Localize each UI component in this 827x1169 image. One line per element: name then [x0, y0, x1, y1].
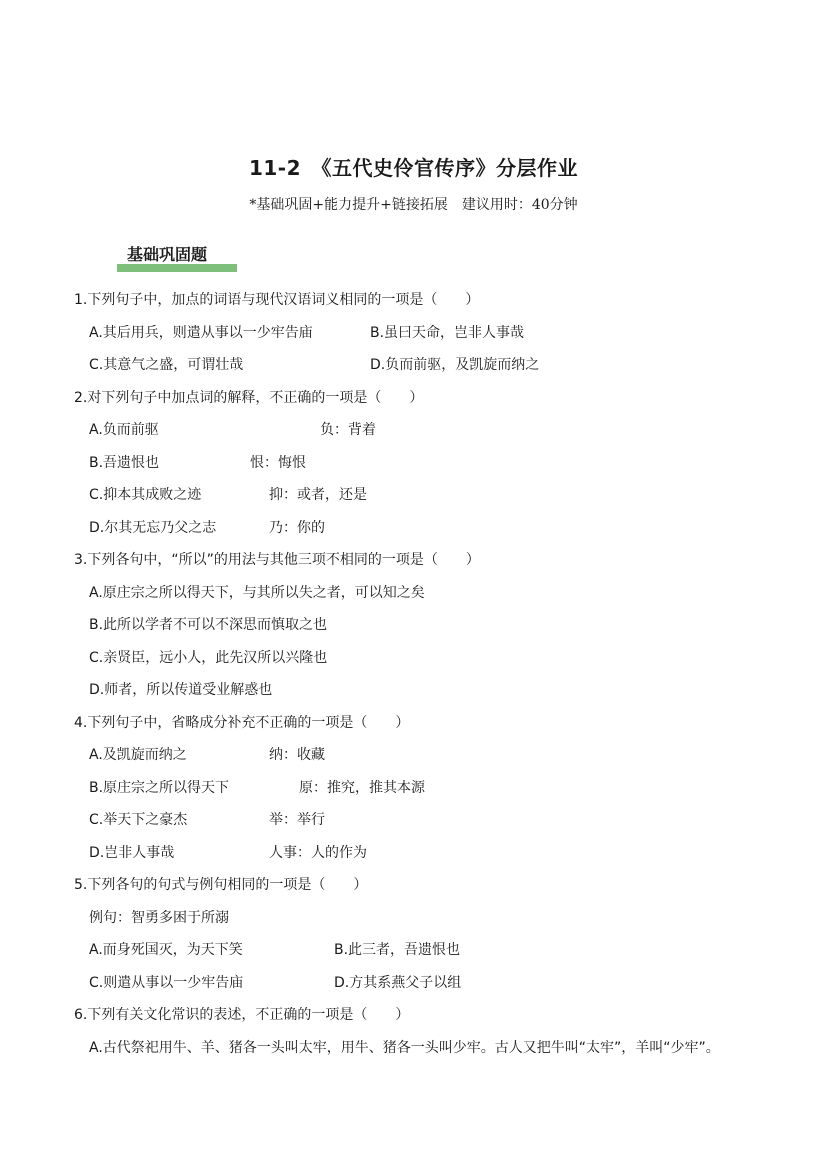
option-row — [74, 352, 794, 385]
option-row — [74, 515, 794, 548]
option-row — [74, 417, 794, 450]
option-row — [74, 645, 794, 678]
option-text-secondary: 人事：人的作为 — [269, 844, 367, 861]
option-text-secondary: 乃：你的 — [269, 519, 325, 536]
question-stem: 2.对下列句子中加点词的解释，不正确的一项是（ ） — [74, 389, 424, 406]
option-row — [74, 905, 794, 938]
option-row — [74, 320, 794, 353]
option-text-secondary: 恨：悔恨 — [250, 454, 306, 471]
question-stem: 6.下列有关文化常识的表述，不正确的一项是（ ） — [74, 1007, 410, 1023]
option-row — [74, 450, 794, 483]
option-text: 例句：智勇多困于所溺 — [89, 909, 229, 926]
option-text: B.此所以学者不可以不深思而慎取之也 — [89, 617, 328, 633]
option-text: D.师者，所以传道受业解惑也 — [89, 682, 273, 698]
option-row — [74, 775, 794, 808]
option-text: C.举天下之豪杰 — [89, 812, 188, 828]
question-stem: 5.下列各句的句式与例句相同的一项是（ ） — [74, 877, 368, 893]
option-text-secondary: 纳：收藏 — [269, 747, 325, 763]
option-row — [74, 937, 794, 970]
option-text-secondary: B.虽曰天命，岂非人事哉 — [370, 324, 525, 341]
option-row — [74, 840, 794, 873]
option-text: A.及凯旋而纳之 — [89, 747, 187, 763]
document-title: 11-2 《五代史伶官传序》分层作业 — [248, 156, 579, 180]
option-text: B.原庄宗之所以得天下 — [89, 779, 230, 796]
option-text: A.原庄宗之所以得天下，与其所以失之者，可以知之矣 — [89, 584, 425, 601]
option-text: A.负而前驱 — [89, 422, 159, 438]
option-text: B.吾遗恨也 — [89, 454, 160, 471]
option-text: A.而身死国灭，为天下笑 — [89, 942, 243, 958]
document-subtitle: *基础巩固+能力提升+链接拓展 建议用时：40分钟 — [249, 197, 578, 213]
option-text: D.岂非人事哉 — [89, 844, 175, 861]
option-text-secondary: D.负而前驱，及凯旋而纳之 — [370, 357, 540, 373]
option-row — [74, 742, 794, 775]
option-text: A.古代祭祀用牛、羊、猪各一头叫太牢，用牛、猪各一头叫少牢。古人又把牛叫“太牢”，羊叫“少牢”。 — [89, 1039, 720, 1056]
section-underline-bar — [117, 264, 237, 272]
question-list — [74, 287, 794, 1067]
option-row — [74, 580, 794, 613]
section-header — [117, 240, 237, 272]
option-text: D.尔其无忘乃父之志 — [89, 519, 217, 536]
question-stem: 1.下列句子中，加点的词语与现代汉语词义相同的一项是（ ） — [74, 292, 480, 308]
option-row — [74, 612, 794, 645]
option-text-secondary: 举：举行 — [269, 812, 325, 828]
option-text: A.其后用兵，则遣从事以一少牢告庙 — [89, 324, 313, 341]
question-stem: 4.下列句子中，省略成分补充不正确的一项是（ ） — [74, 714, 410, 731]
option-row — [74, 970, 794, 1003]
option-text: C.其意气之盛，可谓壮哉 — [89, 357, 244, 373]
section-title: 基础巩固题 — [127, 245, 208, 264]
option-row — [74, 807, 794, 840]
option-text: C.亲贤臣，远小人，此先汉所以兴隆也 — [89, 649, 328, 666]
option-text-secondary: 抑：或者，还是 — [269, 487, 367, 503]
question-stem: 3.下列各句中，“所以”的用法与其他三项不相同的一项是（ ） — [74, 552, 480, 568]
option-text: C.抑本其成败之迹 — [89, 487, 202, 503]
option-text-secondary: D.方其系燕父子以组 — [334, 974, 462, 991]
option-row — [74, 677, 794, 710]
option-text-secondary: 负：背着 — [320, 422, 376, 438]
option-row — [74, 482, 794, 515]
option-text: C.则遣从事以一少牢告庙 — [89, 974, 244, 991]
option-row — [74, 1035, 794, 1068]
option-text-secondary: 原：推究，推其本源 — [299, 779, 425, 796]
option-text-secondary: B.此三者，吾遗恨也 — [334, 942, 461, 958]
